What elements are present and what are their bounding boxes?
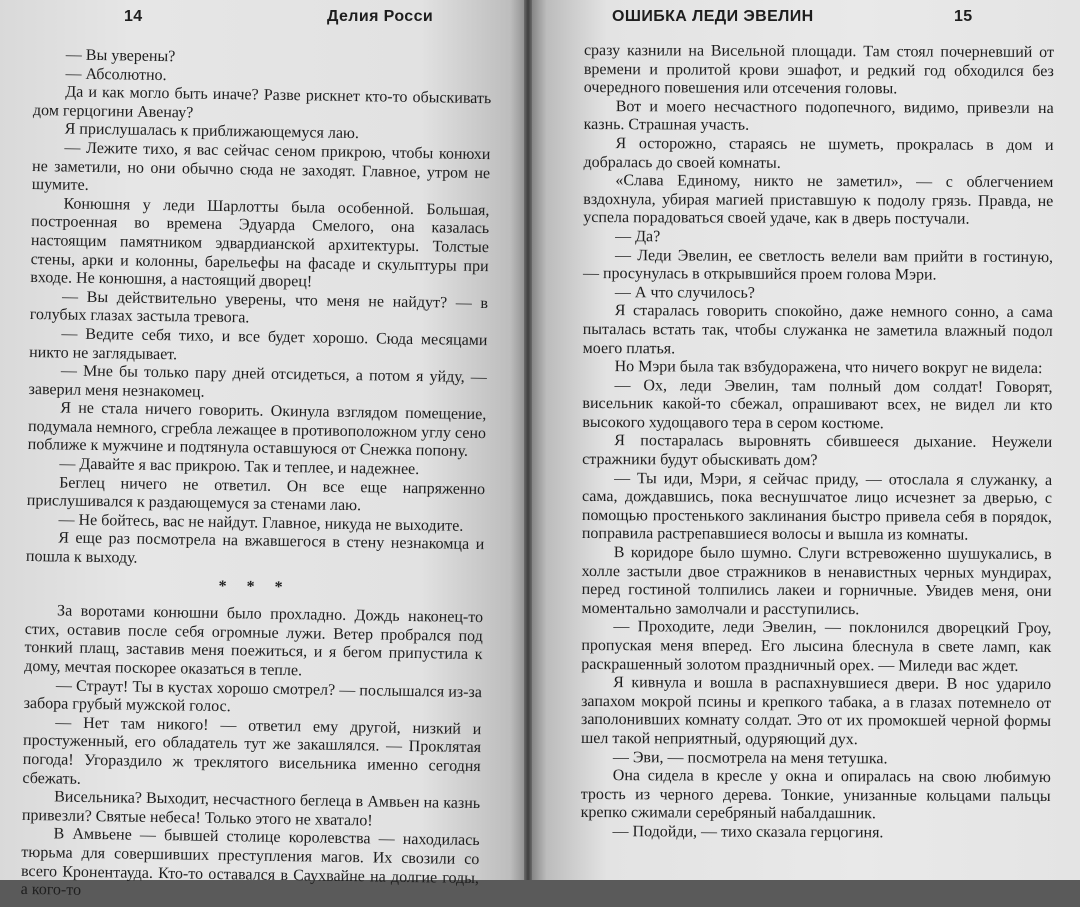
paragraph: — Абсолютно.	[65, 65, 167, 84]
paragraph: — А что случилось?	[614, 283, 755, 302]
paragraph: Я постаралась выровнять сбившееся дыхание. Неужели стражники будут обыскивать дом?	[582, 432, 1053, 470]
paragraph: — Подойди, — тихо сказала герцогиня.	[612, 823, 884, 842]
paragraph: Да и как могло быть иначе? Разве рискнет кто-то обыскивать дом герцогини Авенау?	[32, 83, 492, 122]
paragraph: Я старалась говорить спокойно, даже немного сонно, а сама пыталась встать так, чтобы служанка не заметила влажный подол моего платья.	[582, 302, 1053, 357]
paragraph: — Вы действительно уверены, что меня не найдут? — в голубых глазах застыла тревога.	[29, 288, 489, 327]
paragraph: За воротами конюшни было прохладно. Дождь наконец-то стих, оставив после себя огромные лужи. Ветер пробрался под тонкий плащ, заставив меня поежиться, и я бегом припустила к дому, мечтая поскорее оказаться в тепле.	[24, 602, 484, 680]
paragraph: Я не стала ничего говорить. Окинула взглядом помещение, подумала немного, сгребла лежащее в противоположном углу сено поближе к мужчине и подтянула оставшуюся от Снежка попону.	[27, 399, 487, 461]
page-text	[581, 42, 1054, 844]
paragraph: — Проходите, леди Эвелин, — поклонился дворецкий Гроу, пропуская меня вперед. Его лысина блеснула в свете ламп, как раскрашенный золотом праздничный орех. — Миледи вас ждет.	[581, 618, 1052, 675]
paragraph: Она сидела в кресле у окна и опиралась на свою любимую трость из черного дерева. Тонкие, унизанные кольцами пальцы крепко сжимали серебряный набалдашник.	[580, 767, 1051, 823]
paragraph: — Лежите тихо, я вас сейчас сеном прикрою, чтобы конюхи не заметили, но они обычно сюда не заходят. Главное, утром не шумите.	[31, 139, 491, 195]
paragraph: Я кивнула и вошла в распахнувшиеся двери. В нос ударило запахом мокрой псины и крепкого табака, а в глазах потемнело от заполонивших комнату солдат. Это от их промокшей черной формы шел такой неприятный, одуряющий дух.	[580, 674, 1052, 749]
paragraph: — Эви, — посмотрела на меня тетушка.	[612, 748, 888, 767]
paragraph: «Слава Единому, никто не заметил», — с облегчением вздохнула, убирая магией приставшую к подолу грязь. Правда, не успела порадоваться своей удаче, как в дверь постучали.	[583, 172, 1054, 229]
right-page	[530, 0, 1080, 880]
page-number: 14	[124, 8, 143, 25]
paragraph: Висельника? Выходит, несчастного беглеца в Амвьен на казнь привезли? Святые небеса! Только этого не хватало!	[21, 788, 481, 830]
paragraph: — Мне бы только пару дней отсидеться, а потом я уйду, — заверил меня незнакомец.	[28, 362, 487, 401]
page-number: 15	[954, 8, 973, 25]
paragraph: — Не бойтесь, вас не найдут. Главное, никуда не выходите.	[58, 511, 464, 535]
running-head: Делия Росси	[327, 8, 434, 25]
section-separator: * * *	[218, 577, 291, 596]
paragraph: — Ох, леди Эвелин, там полный дом солдат! Говорят, висельник какой-то сбежал, опрашивают всех, не видел ли кто высокого худощавого тера в сером костюме.	[582, 376, 1053, 433]
paragraph: — Давайте я вас прикрою. Так и теплее, и надежнее.	[59, 455, 420, 479]
paragraph: — Нет там никого! — ответил ему другой, низкий и простуженный, его обладатель тут же закашлялся. — Проклятая погода! Угораздило ж треклятого висельника именно сегодня сбежать.	[22, 714, 482, 788]
left-page	[0, 0, 526, 899]
paragraph: Я осторожно, стараясь не шуметь, прокралась в дом и добралась до своей комнаты.	[583, 135, 1054, 172]
paragraph: — Страут! Ты в кустах хорошо смотрел? — послышался из-за забора грубый мужской голос.	[23, 677, 483, 716]
paragraph: — Леди Эвелин, ее светлость велели вам прийти в гостиную, — просунулась в открывшийся проем голова Мэри.	[582, 246, 1054, 284]
paragraph: В Амвьене — бывшей столице королевства — находилась тюрьма для совершивших преступления магов. Их свозили со всего Кронентауда. Кто-то оставался в Саухвайне на долгие годы, а кого-то	[20, 825, 480, 899]
paragraph: — Вы уверены?	[65, 46, 176, 66]
paragraph: Конюшня у леди Шарлотты была особенной. Большая, построенная во времена Эдуарда Смелого, она казалась настоящим памятником эдвардианской архитектуры. Толстые стены, арки и колонны, барельефы на фасаде и скульптуры при входе. Не конюшня, а настоящий дворец!	[30, 195, 490, 291]
page-text	[21, 46, 492, 907]
paragraph: Беглец ничего не ответил. Он все еще напряженно прислушивался к раздающемуся за стенами лаю.	[26, 474, 486, 515]
paragraph: сразу казнили на Висельной площади. Там стоял почерневший от времени и пролитой крови эшафот, и редкий год обходился без очередного повешения или отсечения головы.	[583, 42, 1054, 98]
paragraph: Но Мэри была так взбудоражена, что ничего вокруг не видела:	[614, 358, 1043, 378]
paragraph: Я прислушалась к приближающемуся лаю.	[64, 120, 360, 143]
running-head: ОШИБКА ЛЕДИ ЭВЕЛИН	[612, 8, 814, 25]
paragraph: Вот и моего несчастного подопечного, видимо, привезли на казнь. Страшная участь.	[583, 97, 1054, 135]
paragraph: — Ты иди, Мэри, я сейчас приду, — отослала я служанку, а сама, дождавшись, пока веснушчатое лицо исчезнет за дверью, с помощью простенького заклинания быстро привела себя в порядок, поправила растрепавшиеся волосы и вышла из комнаты.	[581, 469, 1053, 545]
paragraph: Я еще раз посмотрела на вжавшегося в стену незнакомца и пошла к выходу.	[25, 529, 485, 567]
paragraph: В коридоре было шумно. Слуги встревоженно шушукались, в холле застыли двое стражников в ненавистных черных мундирах, перед гостиной толпились лакеи и горничные. Увидев меня, они моментально замолчали и расступились.	[581, 544, 1052, 619]
book-gutter	[524, 0, 532, 880]
paragraph: — Ведите себя тихо, и все будет хорошо. Сюда месяцами никто не заглядывает.	[29, 325, 488, 363]
paragraph: — Да?	[615, 228, 661, 246]
